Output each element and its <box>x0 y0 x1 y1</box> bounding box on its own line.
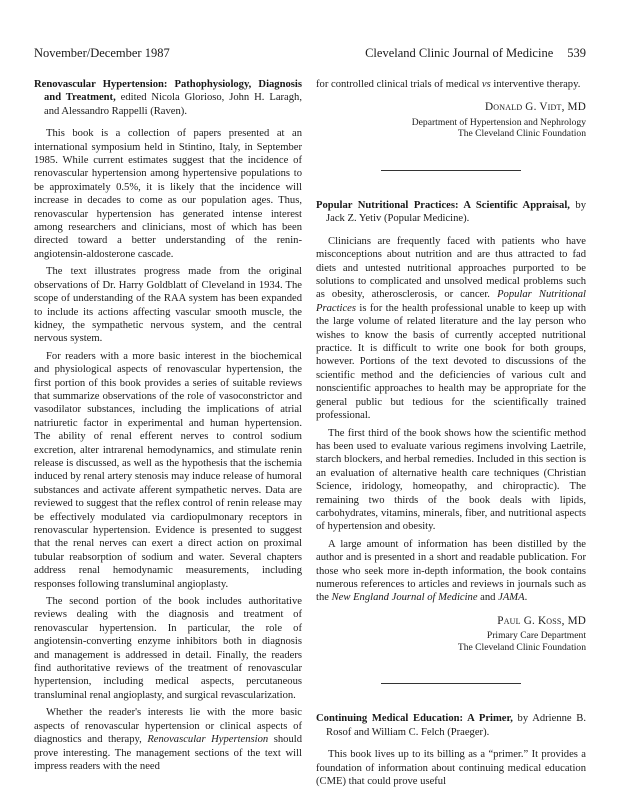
review2-byline: by Jack Z. Yetiv (Popular Medicine). <box>326 200 586 225</box>
review1-title: Renovascular Hypertension: Pathophysiology, Diagnosis and Treatment, <box>34 79 302 104</box>
review1-p5-cont-a: for controlled clinical trials of medical <box>316 79 482 90</box>
review3-byline: by Adrienne B. Rosof and William C. Felch (Praeger). <box>326 713 586 738</box>
review2-p1-text-b: is for the health professional unable to keep up with the large volume of related literature and the lay person who wishes to know the basis of currently accepted nutritional practice. It is difficult to write one book for both groups, however. Portions of the text devoted to discussions of the scientific method and the deficiencies of various cult and nonscientific approaches to health may be appropriate for the general public but tedious for the scientifically trained professional. <box>316 302 586 422</box>
review2-p3-end: . <box>524 592 528 604</box>
review1-heading <box>34 78 302 118</box>
right-column <box>316 78 586 792</box>
journal-title <box>365 46 586 60</box>
review2-p1-text-a: Clinicians are frequently faced with patients who have misconceptions about nutrition and are thus attracted to fad diets and untested nutritional approaches purported to be solutions to complicated and unsolved medical problems such as obesity, atherosclerosis, or cancer. <box>316 235 586 301</box>
review3-heading <box>316 712 586 739</box>
review1-paragraph-4: The second portion of the book includes authoritative reviews dealing with the diagnosis and treatment of renovascular hypertension. In particular, the role of angiotensin-converting enzyme inhibitors both in diagnosis and management is addressed in detail. Finally, the readers find authoritative reviews of the treatment of renovascular hypertension, including medical aspects, percutaneous transluminal renal angioplasty, and surgical revascularization. <box>34 596 302 701</box>
review2-paragraph-1 <box>316 235 586 423</box>
review2-reviewer: Paul G. Koss, MD <box>497 614 586 627</box>
review1-paragraph-2: The text illustrates progress made from the original observations of Dr. Harry Goldblatt of Cleveland in 1934. The scope of understanding of the RAA system has been expanded to include its actions affecting vascular smooth muscle, the kidney, the sympathetic nervous system, and the central nervous system. <box>34 266 302 345</box>
review1-reviewer: Donald G. Vidt, MD <box>485 101 586 114</box>
review2-p1-book-title: Popular Nutritional Practices <box>316 289 586 314</box>
journal-name: Cleveland Clinic Journal of Medicine <box>365 46 554 60</box>
review1-p5-text-b: should prove interesting. The management sections of the text will impress readers with the need <box>34 734 302 772</box>
review2-p3-text-a: A large amount of information has been distilled by the author and is presented in a short and readable publication. For those who seek more in-depth information, the book contains numerous references to articles and reviews in journals such as the <box>316 538 586 604</box>
section-divider <box>381 170 521 171</box>
review1-paragraph-3: For readers with a more basic interest in the biochemical and physiological aspects of renovascular hypertension, the first portion of this book provides a series of suitable reviews that summarize observations of the role of vasoconstrictor and vasodilator substances, including the implications of atrial natriuretic factor in experimental and human hypertension. The ability of renal efferent nerves to control sodium excretion, alter intrarenal hemodynamics, and stimulate renin release is discussed, as well as the hypothesis that the ischemia induced by renal artery stenosis may induce release of humoral substances and activate afferent sympathetic nerves. Data are reviewed to suggest that the reflex control of renin release may be effectively modulated via cardiopulmonary receptors in renovascular hypertension. Evidence is presented to suggest that the renal nerves can exert a direct action on proximal tubular reabsorption of sodium and water. Several chapters address renal hemodynamic measurements, including responses following transluminal angioplasty. <box>34 350 302 590</box>
review2-affiliation-dept: Primary Care Department <box>486 630 586 642</box>
review2-p3-journal-2: JAMA <box>498 592 525 604</box>
issue-date: November/December 1987 <box>34 46 170 60</box>
review2-heading <box>316 199 586 226</box>
review1-paragraph-1: This book is a collection of papers presented at an international symposium held in Stintino, Italy, in September 1985. While current estimates suggest that the incidence of renovascular hypertension among hypertensive populations to be approximately 0.5%, it is likely that the incidence will increase in decades to come as our population ages. Thus, renovascular hypertension has generated intense interest among researchers and clinicians, most of which has been directed toward a better understanding of the renin-angiotensin-aldosterone cascade. <box>34 128 302 260</box>
review2-p3-and: and <box>477 592 499 604</box>
review2-affiliation-org: The Cleveland Clinic Foundation <box>457 641 586 653</box>
review2-p3-journal-1: New England Journal of Medicine <box>331 592 478 604</box>
review1-p5-text-a: Whether the reader's interests lie with the more basic aspects of renovascular hypertension or clinical aspects of diagnostics and therapy, <box>34 707 302 746</box>
review3-title: Continuing Medical Education: A Primer, <box>316 713 513 725</box>
review3-paragraph-1: This book lives up to its billing as a “primer.” It provides a foundation of information about continuing medical education (CME) that could prove useful <box>316 749 586 787</box>
review1-p5-cont-b: interventive therapy. <box>490 79 581 90</box>
review2-paragraph-2: The first third of the book shows how the scientific method has been used to evaluate various regimens involving Laetrile, starch blockers, and herbal remedies. Included in this section is an evaluation of alternative health care techniques (Christian Science, iridology, homeopathy, and chiropractic). The remaining two thirds of the book deals with lipids, carbohydrates, vitamins, minerals, fiber, and nutritional aspects of hypertension and obesity. <box>316 427 586 533</box>
left-column <box>34 78 302 777</box>
review1-paragraph-5 <box>34 706 302 773</box>
review1-affiliation-dept: Department of Hypertension and Nephrology <box>411 116 586 128</box>
review2-paragraph-3 <box>316 538 586 605</box>
page-number: 539 <box>567 46 586 60</box>
review1-paragraph-5-continued <box>316 78 586 91</box>
review1-affiliation-org: The Cleveland Clinic Foundation <box>457 128 586 140</box>
review1-p5-book-title: Renovascular Hypertension <box>147 734 269 746</box>
review1-p5-cont-vs: vs <box>481 79 491 90</box>
review2-title: Popular Nutritional Practices: A Scientific Appraisal, <box>316 200 570 211</box>
section-divider <box>381 683 521 684</box>
review1-byline: edited Nicola Glorioso, John H. Laragh, and Alessandro Rappelli (Raven). <box>44 92 302 117</box>
